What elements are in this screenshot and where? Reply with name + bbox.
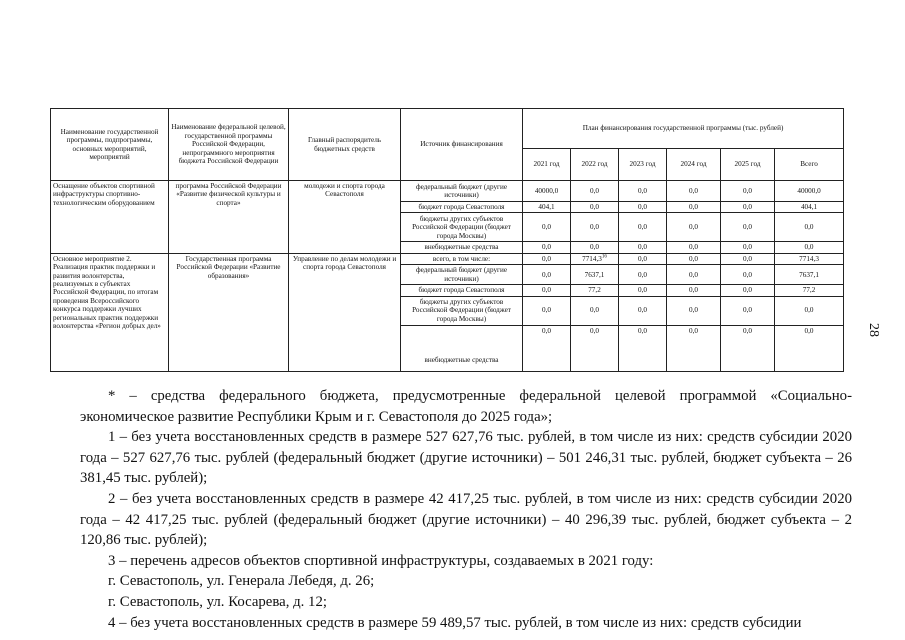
value-cell: 0,0	[571, 296, 619, 325]
block2-name: Основное мероприятие 2. Реализация практик поддержки и развития волонтерства, реализуемых в субъектах Российской Федерации, по итогам проведения Всероссийского конкурса поддержки лучших региональных практик поддержки волонтерства «Регион добрых дел»	[51, 253, 169, 371]
value-cell: 0,0	[571, 213, 619, 242]
value-cell: 0,0	[667, 213, 721, 242]
value-cell: 0,0	[667, 181, 721, 202]
value-cell: 77,2	[775, 285, 844, 296]
value-cell: 0,0	[523, 213, 571, 242]
value-cell: 0,0	[775, 325, 844, 371]
footnotes	[80, 386, 852, 633]
header-manager: Главный распорядитель бюджетных средств	[289, 109, 401, 181]
value-cell: 0,0	[619, 213, 667, 242]
value-cell: 0,0	[721, 202, 775, 213]
header-source: Источник финансирования	[401, 109, 523, 181]
value-cell: 0,0	[571, 242, 619, 253]
value-cell: 0,0	[721, 265, 775, 285]
value-cell: 0,0	[523, 242, 571, 253]
header-fed-program: Наименование федеральной целевой, государственной программы Российской Федерации, непрограммного мероприятия бюджета Российской Федерации	[169, 109, 289, 181]
block1-name: Оснащение объектов спортивной инфраструктуры спортивно-технологическим оборудованием	[51, 181, 169, 254]
value-cell: 40000,0	[523, 181, 571, 202]
value-cell: 0,0	[523, 325, 571, 371]
block2-manager: Управление по делам молодежи и спорта города Севастополя	[289, 253, 401, 371]
value-cell: 0,0	[523, 285, 571, 296]
value-cell: 7714,3	[775, 253, 844, 264]
value-cell: 0,0	[667, 253, 721, 264]
value-cell: 404,1	[775, 202, 844, 213]
source-cell: бюджет города Севастополя	[401, 202, 523, 213]
value-cell: 404,1	[523, 202, 571, 213]
source-cell: бюджет города Севастополя	[401, 285, 523, 296]
value-cell: 0,0	[667, 265, 721, 285]
value-cell: 0,0	[721, 253, 775, 264]
source-cell: внебюджетные средства	[401, 242, 523, 253]
source-cell: всего, в том числе:	[401, 253, 523, 264]
value-cell: 0,0	[619, 265, 667, 285]
value-cell: 0,0	[523, 296, 571, 325]
value-cell	[571, 253, 619, 264]
footnote-marker: 16	[601, 254, 607, 260]
header-name: Наименование государственной программы, подпрограммы, основных мероприятий, мероприятий	[51, 109, 169, 181]
value-cell: 0,0	[619, 253, 667, 264]
header-year: 2022 год	[571, 149, 619, 181]
value-cell: 40000,0	[775, 181, 844, 202]
value-cell: 77,2	[571, 285, 619, 296]
footnote-paragraph: 3 – перечень адресов объектов спортивной инфраструктуры, создаваемых в 2021 году:	[108, 552, 654, 569]
value-cell: 7637,1	[571, 265, 619, 285]
value-cell: 0,0	[775, 296, 844, 325]
value-cell: 0,0	[619, 242, 667, 253]
footnote-paragraph: 1 – без учета восстановленных средств в размере 527 627,76 тыс. рублей, в том числе из них: средств субсидии 2020 года – 527 627,76 тыс. рублей (федеральный бюджет (другие источники) – 501 246,31 тыс. рублей, бюджет субъекта – 26 381,45 тыс. рублей);	[80, 429, 852, 487]
value-cell: 0,0	[571, 325, 619, 371]
value-cell: 0,0	[619, 202, 667, 213]
footnote-paragraph: 2 – без учета восстановленных средств в размере 42 417,25 тыс. рублей, в том числе из них: средств субсидии 2020 года – 42 417,25 тыс. рублей (федеральный бюджет (другие источники) – 40 296,39 тыс. рублей, бюджет субъекта – 2 120,86 тыс. рублей);	[80, 490, 852, 549]
value-cell: 0,0	[571, 202, 619, 213]
value-cell: 0,0	[619, 181, 667, 202]
source-cell: федеральный бюджет (другие источники)	[401, 265, 523, 285]
value-cell: 0,0	[667, 242, 721, 253]
source-cell: бюджеты других субъектов Российской Федерации (бюджет города Москвы)	[401, 296, 523, 325]
source-cell: бюджеты других субъектов Российской Федерации (бюджет города Москвы)	[401, 213, 523, 242]
value-cell: 0,0	[721, 325, 775, 371]
table-row	[51, 253, 844, 264]
value-cell: 0,0	[619, 296, 667, 325]
value-cell: 0,0	[721, 285, 775, 296]
header-year: 2021 год	[523, 149, 571, 181]
value-cell: 0,0	[667, 296, 721, 325]
value-cell: 0,0	[571, 181, 619, 202]
value-cell: 0,0	[721, 296, 775, 325]
header-plan: План финансирования государственной программы (тыс. рублей)	[523, 109, 844, 149]
source-cell: федеральный бюджет (другие источники)	[401, 181, 523, 202]
value-cell: 0,0	[667, 325, 721, 371]
table-row	[51, 181, 844, 202]
footnote-paragraph: 4 – без учета восстановленных средств в размере 59 489,57 тыс. рублей, в том числе из них: средств субсидии	[108, 614, 802, 631]
value-text: 7714,3	[582, 254, 602, 263]
page-number: 28	[866, 323, 881, 337]
footnote-paragraph: * – средства федерального бюджета, предусмотренные федеральной целевой программой «Социально-экономическое развитие Республики Крым и г. Севастополя до 2025 года»;	[80, 388, 852, 425]
block1-manager: молодежи и спорта города Севастополя	[289, 181, 401, 254]
header-year: 2023 год	[619, 149, 667, 181]
block2-program: Государственная программа Российской Федерации «Развитие образования»	[169, 253, 289, 371]
header-total: Всего	[775, 149, 844, 181]
value-cell: 0,0	[619, 325, 667, 371]
value-cell: 0,0	[523, 265, 571, 285]
value-cell: 0,0	[721, 213, 775, 242]
header-year: 2025 год	[721, 149, 775, 181]
value-cell: 0,0	[775, 242, 844, 253]
financing-table	[50, 108, 844, 372]
value-cell: 0,0	[721, 242, 775, 253]
value-cell: 0,0	[667, 202, 721, 213]
value-cell: 0,0	[721, 181, 775, 202]
value-cell: 0,0	[775, 213, 844, 242]
block1-program: программа Российской Федерации «Развитие физической культуры и спорта»	[169, 181, 289, 254]
value-cell: 0,0	[523, 253, 571, 264]
address-line: г. Севастополь, ул. Косарева, д. 12;	[108, 593, 327, 610]
address-line: г. Севастополь, ул. Генерала Лебедя, д. 26;	[108, 573, 375, 590]
header-year: 2024 год	[667, 149, 721, 181]
value-cell: 7637,1	[775, 265, 844, 285]
source-cell: внебюджетные средства	[401, 325, 523, 371]
value-cell: 0,0	[667, 285, 721, 296]
value-cell: 0,0	[619, 285, 667, 296]
